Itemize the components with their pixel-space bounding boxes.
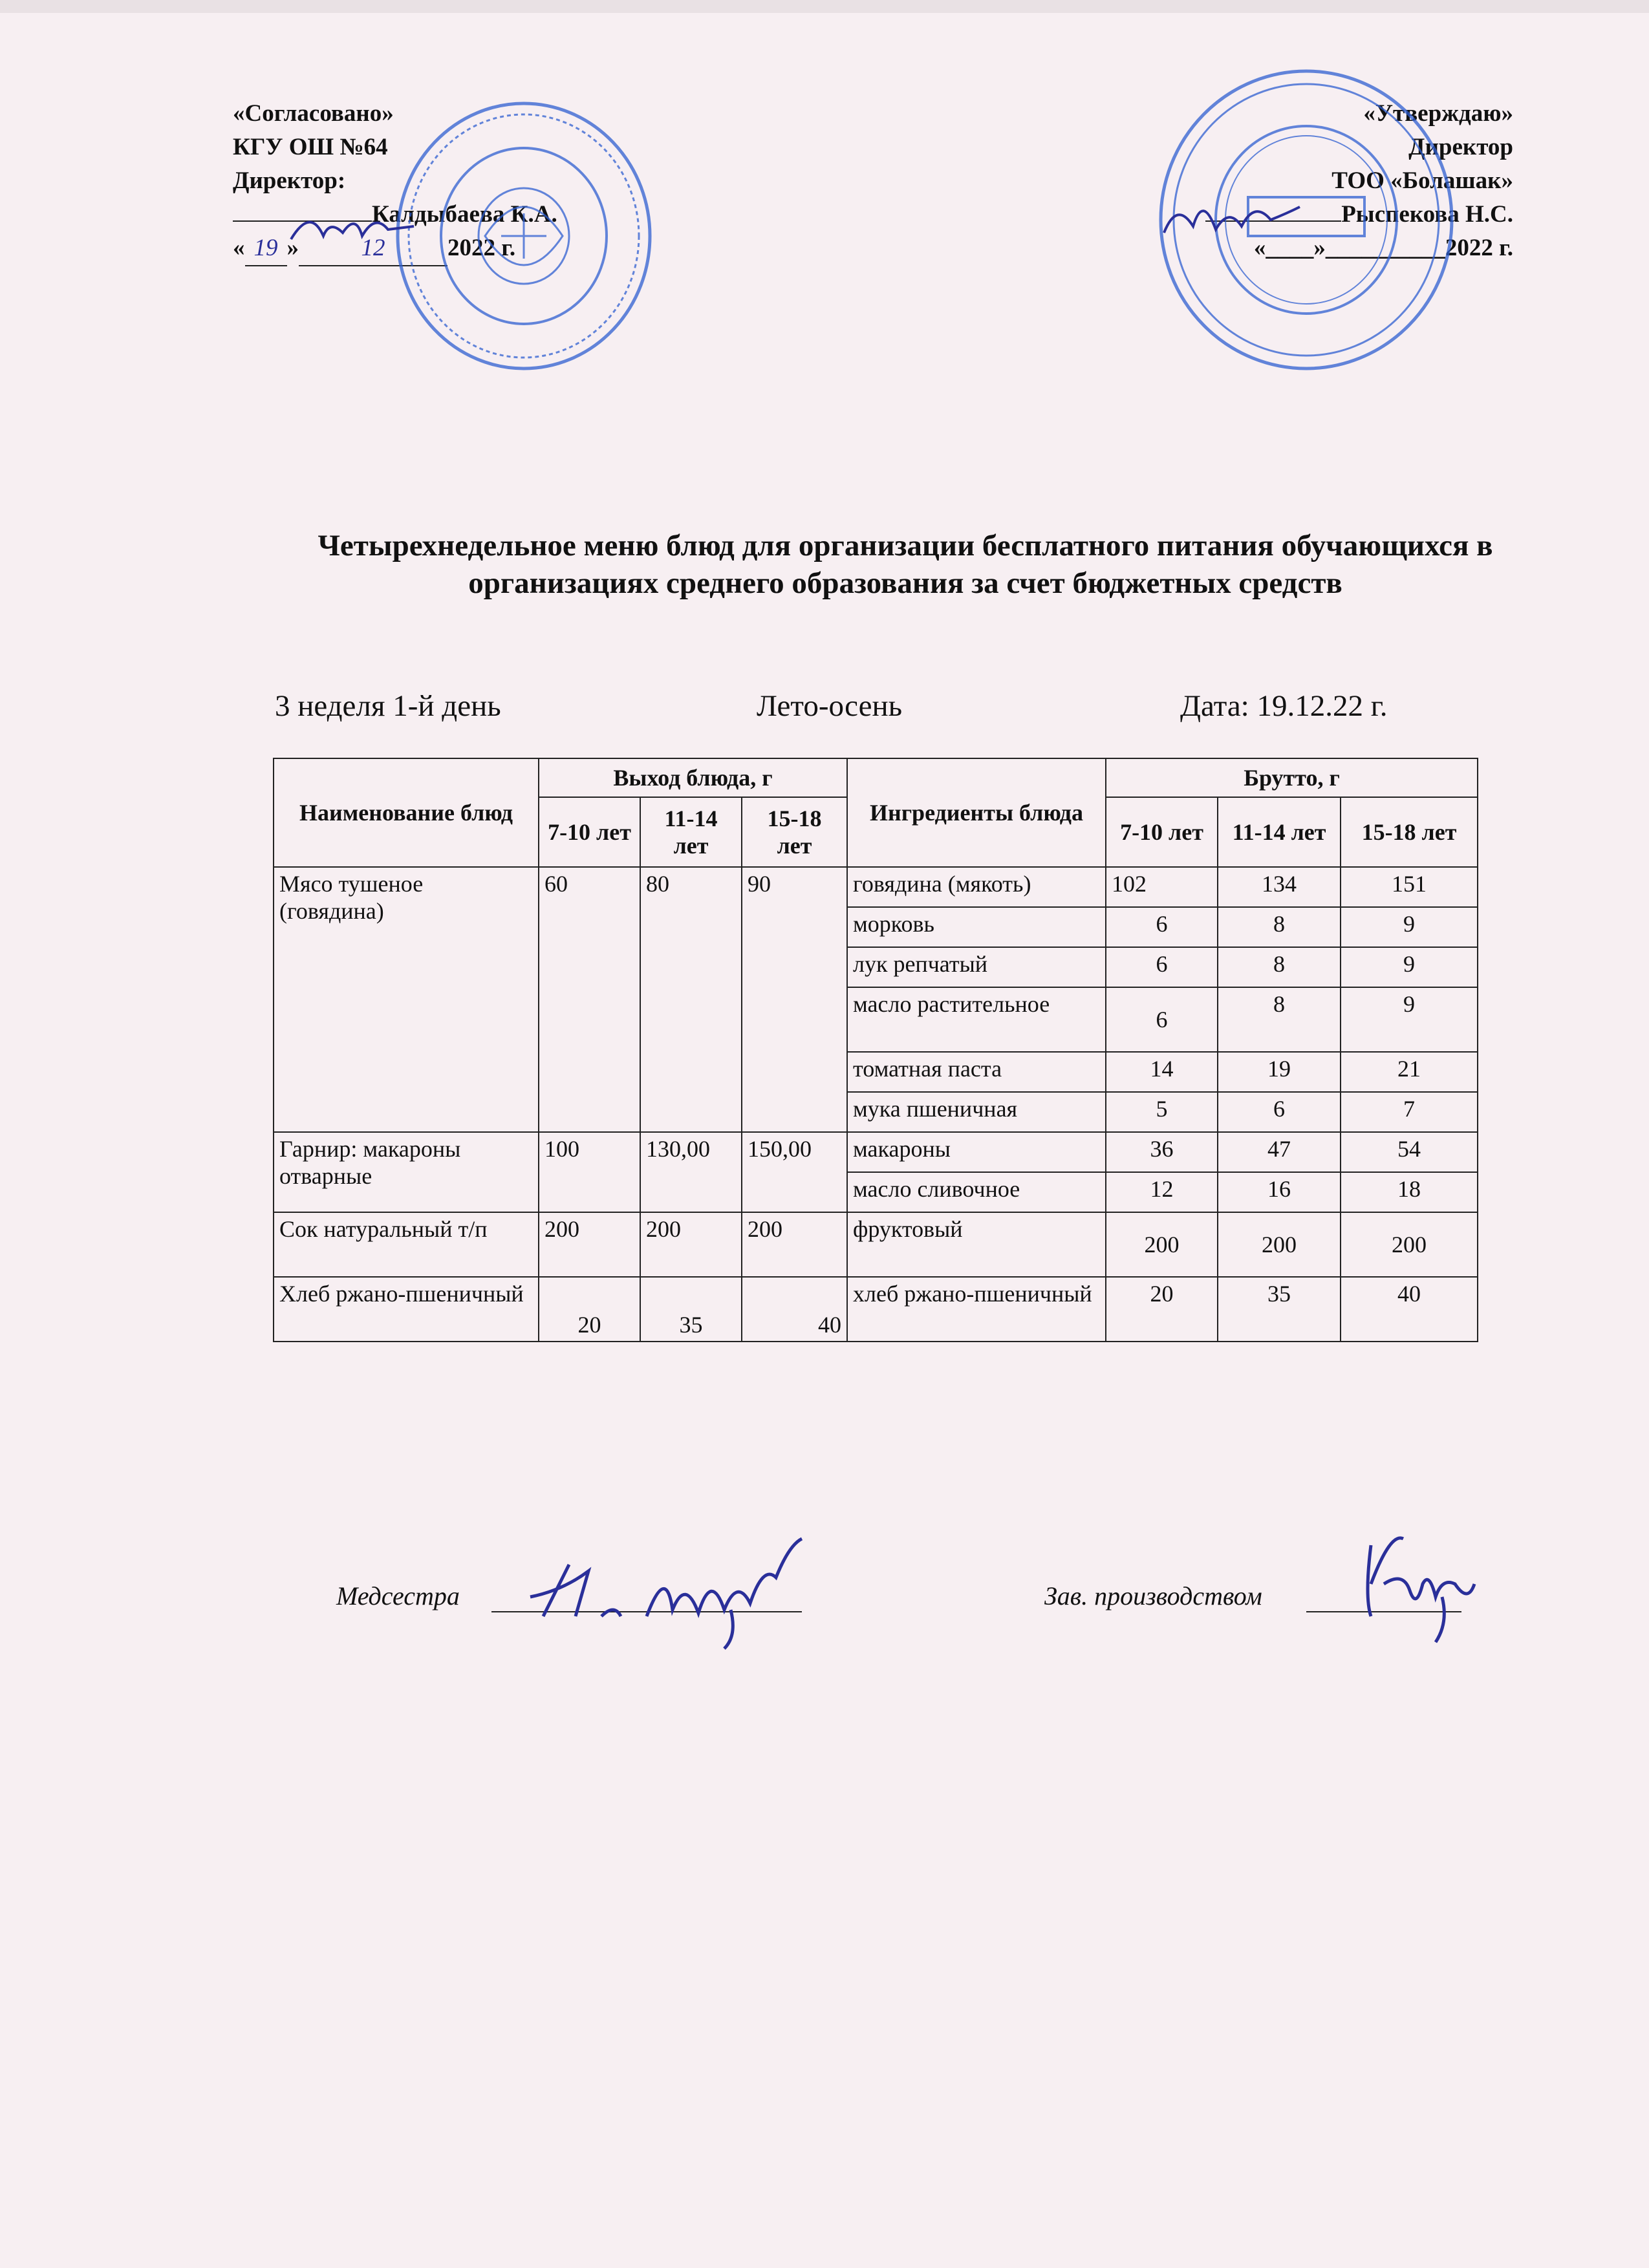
ingredient-name: говядина (мякоть) xyxy=(847,867,1106,907)
document-title: Четырехнедельное меню блюд для организации бесплатного питания обучающихся в организациях среднего образования за счет бюджетных средств xyxy=(318,529,1493,600)
director-signature-left xyxy=(285,200,427,252)
header-gross-age-11-14: 11-14 лет xyxy=(1218,797,1341,867)
ingredient-gross: 9 xyxy=(1341,947,1478,987)
approval-month: 12 xyxy=(299,231,447,266)
approval-heading: «Утверждаю» xyxy=(1363,100,1513,127)
school-stamp xyxy=(388,94,660,378)
table-row xyxy=(274,1277,1478,1342)
director-signature-right xyxy=(1158,187,1306,252)
ingredient-gross: 19 xyxy=(1218,1052,1341,1092)
ingredient-gross: 200 xyxy=(1341,1212,1478,1277)
week-day: 3 неделя 1-й день xyxy=(275,689,501,723)
approval-org: КГУ ОШ №64 xyxy=(233,134,388,160)
header-gross-age-7-10: 7-10 лет xyxy=(1106,797,1218,867)
dish-name: Сок натуральный т/п xyxy=(274,1212,539,1277)
ingredient-gross: 6 xyxy=(1106,987,1218,1052)
dish-output: 90 xyxy=(742,867,847,1132)
production-signature xyxy=(1345,1519,1500,1649)
ingredient-name: фруктовый xyxy=(847,1212,1106,1277)
ingredient-gross: 16 xyxy=(1218,1172,1341,1212)
ingredient-gross: 7 xyxy=(1341,1092,1478,1132)
ingredient-name: масло сливочное xyxy=(847,1172,1106,1212)
ingredient-name: морковь xyxy=(847,907,1106,947)
header-age-7-10: 7-10 лет xyxy=(539,797,640,867)
season: Лето-осень xyxy=(757,689,903,723)
page-top-edge xyxy=(0,0,1649,13)
ingredient-gross: 9 xyxy=(1341,907,1478,947)
dish-output: 200 xyxy=(640,1212,742,1277)
ingredient-gross: 18 xyxy=(1341,1172,1478,1212)
ingredient-gross: 6 xyxy=(1218,1092,1341,1132)
approval-name: Рыспекова Н.С. xyxy=(1341,201,1513,228)
production-label: Зав. производством xyxy=(1044,1581,1262,1610)
header-age-11-14: 11-14 лет xyxy=(640,797,742,867)
ingredient-name: лук репчатый xyxy=(847,947,1106,987)
dish-name: Гарнир: макароны отварные xyxy=(274,1132,539,1212)
ingredient-gross: 21 xyxy=(1341,1052,1478,1092)
dish-output: 20 xyxy=(539,1277,640,1342)
ingredient-gross: 9 xyxy=(1341,987,1478,1052)
ingredient-name: хлеб ржано-пшеничный xyxy=(847,1277,1106,1342)
ingredient-gross: 14 xyxy=(1106,1052,1218,1092)
ingredient-gross: 6 xyxy=(1106,947,1218,987)
ingredient-gross: 20 xyxy=(1106,1277,1218,1342)
approval-date: « 19 » 12 2022 г. xyxy=(233,231,557,266)
table-row xyxy=(274,867,1478,907)
dish-output: 100 xyxy=(539,1132,640,1212)
dish-output: 150,00 xyxy=(742,1132,847,1212)
nurse-label: Медсестра xyxy=(336,1581,460,1610)
ingredient-gross: 8 xyxy=(1218,987,1341,1052)
ingredient-name: макароны xyxy=(847,1132,1106,1172)
ingredient-gross: 5 xyxy=(1106,1092,1218,1132)
dish-output: 35 xyxy=(640,1277,742,1342)
ingredient-gross: 47 xyxy=(1218,1132,1341,1172)
dish-output: 130,00 xyxy=(640,1132,742,1212)
ingredient-gross: 200 xyxy=(1218,1212,1341,1277)
menu-date: Дата: 19.12.22 г. xyxy=(1180,689,1388,723)
dish-output: 200 xyxy=(539,1212,640,1277)
ingredient-gross: 102 xyxy=(1106,867,1218,907)
ingredient-gross: 40 xyxy=(1341,1277,1478,1342)
header-ingredients: Ингредиенты блюда xyxy=(847,758,1106,867)
header-gross: Брутто, г xyxy=(1106,758,1478,797)
ingredient-name: мука пшеничная xyxy=(847,1092,1106,1132)
approval-role: Директор xyxy=(1408,134,1513,160)
nurse-signature xyxy=(517,1526,828,1655)
ingredient-gross: 12 xyxy=(1106,1172,1218,1212)
ingredient-gross: 200 xyxy=(1106,1212,1218,1277)
table-row xyxy=(274,1212,1478,1277)
ingredient-name: томатная паста xyxy=(847,1052,1106,1092)
header-dish-name: Наименование блюд xyxy=(274,758,539,867)
dish-output: 40 xyxy=(742,1277,847,1342)
approval-org: ТОО «Болашак» xyxy=(1331,167,1513,194)
header-output: Выход блюда, г xyxy=(539,758,847,797)
approval-heading: «Согласовано» xyxy=(233,100,394,127)
table-row xyxy=(274,1132,1478,1172)
dish-output: 200 xyxy=(742,1212,847,1277)
ingredient-gross: 8 xyxy=(1218,907,1341,947)
approval-day: 19 xyxy=(245,231,287,266)
ingredient-gross: 6 xyxy=(1106,907,1218,947)
ingredient-gross: 151 xyxy=(1341,867,1478,907)
approval-name: Калдыбаева К.А. xyxy=(372,201,557,228)
ingredient-gross: 36 xyxy=(1106,1132,1218,1172)
approval-role: Директор: xyxy=(233,167,346,194)
dish-name: Мясо тушеное (говядина) xyxy=(274,867,539,1132)
header-age-15-18: 15-18 лет xyxy=(742,797,847,867)
dish-output: 80 xyxy=(640,867,742,1132)
dish-output: 60 xyxy=(539,867,640,1132)
ingredient-gross: 35 xyxy=(1218,1277,1341,1342)
ingredient-gross: 54 xyxy=(1341,1132,1478,1172)
dish-name: Хлеб ржано-пшеничный xyxy=(274,1277,539,1342)
header-gross-age-15-18: 15-18 лет xyxy=(1341,797,1478,867)
ingredient-gross: 134 xyxy=(1218,867,1341,907)
ingredient-gross: 8 xyxy=(1218,947,1341,987)
approval-date: «____»__________2022 г. xyxy=(1253,235,1513,261)
ingredient-name: масло растительное xyxy=(847,987,1106,1052)
menu-table xyxy=(273,758,1478,1342)
